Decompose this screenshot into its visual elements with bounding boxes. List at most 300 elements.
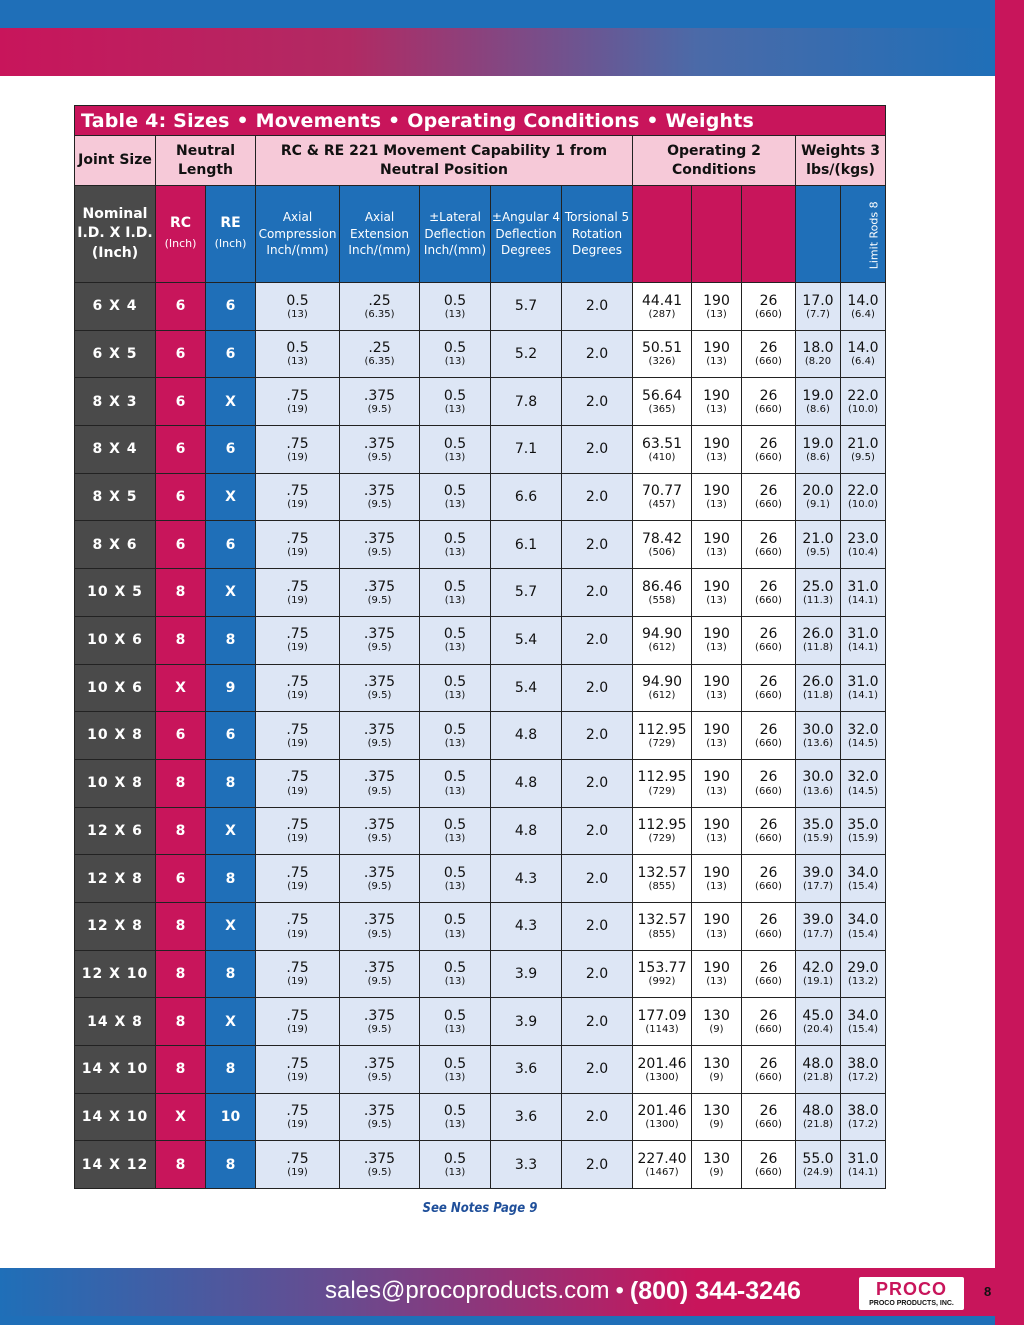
cell-angular-deflection-value: 4.8 bbox=[514, 727, 538, 744]
cell-limit-rods-weight bbox=[841, 759, 886, 807]
cell-re-value: 8 bbox=[225, 632, 236, 649]
cell-thrust-factor bbox=[633, 950, 692, 998]
cell-axial-extension bbox=[340, 807, 420, 855]
cell-size-value: 8 X 6 bbox=[92, 536, 138, 553]
cell-axial-extension bbox=[340, 950, 420, 998]
cell-positive-pressure-value: 190 bbox=[703, 864, 730, 881]
cell-thrust-factor-value: 132.57 bbox=[637, 864, 687, 881]
table-row bbox=[75, 473, 886, 521]
cell-axial-extension-value: .375 bbox=[363, 674, 396, 691]
cell-re-value: X bbox=[225, 584, 236, 601]
cell-limit-rods-weight-value: 23.0 bbox=[847, 530, 879, 547]
cell-positive-pressure bbox=[692, 569, 742, 617]
cell-expansion-weight-value: 19.0 bbox=[802, 387, 834, 404]
cell-axial-extension-metric: (9.5) bbox=[367, 1119, 392, 1131]
cell-re-value: X bbox=[225, 822, 236, 839]
cell-size-value: 14 X 8 bbox=[87, 1013, 143, 1030]
right-color-band bbox=[995, 0, 1024, 1325]
cell-axial-compression-metric: (19) bbox=[287, 547, 308, 559]
cell-size bbox=[75, 664, 156, 712]
cell-thrust-factor bbox=[633, 902, 692, 950]
cell-vacuum-value: 26 bbox=[759, 626, 778, 643]
header-rc bbox=[156, 186, 206, 283]
cell-size-value: 14 X 10 bbox=[81, 1061, 149, 1078]
cell-rc-value: 6 bbox=[175, 345, 186, 362]
cell-lateral-deflection bbox=[420, 378, 491, 426]
cell-vacuum bbox=[742, 426, 796, 474]
cell-angular-deflection bbox=[491, 950, 562, 998]
cell-positive-pressure-value: 130 bbox=[703, 1055, 730, 1072]
cell-torsional-rotation-value: 2.0 bbox=[585, 584, 609, 601]
cell-vacuum bbox=[742, 759, 796, 807]
phone-number[interactable]: (800) 344-3246 bbox=[629, 1276, 801, 1305]
cell-axial-extension-metric: (9.5) bbox=[367, 642, 392, 654]
cell-axial-extension-metric: (9.5) bbox=[367, 833, 392, 845]
cell-expansion-weight-metric: (17.7) bbox=[802, 880, 834, 892]
cell-size-value: 12 X 10 bbox=[81, 965, 149, 982]
cell-vacuum-value: 26 bbox=[759, 817, 778, 834]
cell-expansion-weight bbox=[796, 569, 841, 617]
cell-thrust-factor-value: 132.57 bbox=[637, 912, 687, 929]
cell-angular-deflection-value: 4.3 bbox=[514, 918, 538, 935]
cell-expansion-weight bbox=[796, 712, 841, 760]
cell-rc-value: 8 bbox=[175, 584, 186, 601]
cell-re bbox=[206, 664, 256, 712]
cell-axial-compression-value: .75 bbox=[286, 1055, 309, 1072]
cell-vacuum-value: 26 bbox=[759, 721, 778, 738]
cell-vacuum-metric: (660) bbox=[755, 404, 782, 416]
cell-vacuum-metric: (660) bbox=[755, 356, 782, 368]
cell-thrust-factor bbox=[633, 1093, 692, 1141]
group-movement: RC & RE 221 Movement Capability 1 from Neutral Position bbox=[256, 136, 633, 186]
cell-axial-compression-value: .75 bbox=[286, 530, 309, 547]
cell-lateral-deflection-metric: (13) bbox=[444, 356, 466, 368]
cell-angular-deflection-value: 4.3 bbox=[514, 870, 538, 887]
cell-size bbox=[75, 330, 156, 378]
cell-positive-pressure-value: 190 bbox=[703, 721, 730, 738]
cell-re bbox=[206, 569, 256, 617]
cell-torsional-rotation-value: 2.0 bbox=[585, 1013, 609, 1030]
cell-torsional-rotation bbox=[562, 330, 633, 378]
cell-torsional-rotation-value: 2.0 bbox=[585, 727, 609, 744]
cell-expansion-weight-metric: (8.6) bbox=[806, 404, 830, 416]
cell-thrust-factor-value: 44.41 bbox=[641, 292, 683, 309]
cell-rc-value: 8 bbox=[175, 1013, 186, 1030]
cell-limit-rods-weight bbox=[841, 902, 886, 950]
cell-expansion-weight-value: 17.0 bbox=[802, 292, 834, 309]
cell-thrust-factor-metric: (287) bbox=[648, 308, 676, 320]
cell-thrust-factor bbox=[633, 855, 692, 903]
cell-thrust-factor-metric: (612) bbox=[648, 642, 676, 654]
cell-lateral-deflection-metric: (13) bbox=[444, 880, 466, 892]
cell-axial-extension-metric: (9.5) bbox=[367, 976, 392, 988]
cell-positive-pressure-metric: (9) bbox=[709, 1023, 724, 1035]
cell-limit-rods-weight-metric: (14.1) bbox=[847, 690, 879, 702]
cell-torsional-rotation-value: 2.0 bbox=[585, 441, 609, 458]
cell-vacuum-metric: (660) bbox=[755, 547, 782, 559]
cell-rc-value: X bbox=[175, 1108, 186, 1125]
cell-vacuum bbox=[742, 855, 796, 903]
cell-axial-compression-metric: (19) bbox=[287, 1119, 308, 1131]
cell-rc-value: X bbox=[175, 679, 186, 696]
cell-limit-rods-weight-value: 21.0 bbox=[847, 435, 879, 452]
cell-axial-compression-value: .75 bbox=[286, 435, 309, 452]
header-re-unit: (Inch) bbox=[214, 237, 247, 250]
header-limit-rods bbox=[841, 186, 886, 283]
cell-axial-compression-value: .75 bbox=[286, 912, 309, 929]
cell-lateral-deflection bbox=[420, 473, 491, 521]
cell-angular-deflection bbox=[491, 330, 562, 378]
cell-axial-compression bbox=[256, 950, 340, 998]
cell-expansion-weight bbox=[796, 1141, 841, 1189]
spec-table bbox=[74, 105, 886, 1189]
cell-thrust-factor-metric: (612) bbox=[648, 690, 676, 702]
cell-thrust-factor-metric: (855) bbox=[648, 880, 676, 892]
cell-axial-extension bbox=[340, 902, 420, 950]
page-number: 8 bbox=[984, 1284, 992, 1299]
cell-axial-compression bbox=[256, 378, 340, 426]
cell-size bbox=[75, 569, 156, 617]
cell-re-value: 6 bbox=[225, 536, 236, 553]
cell-axial-compression-metric: (19) bbox=[287, 1023, 308, 1035]
cell-thrust-factor-value: 177.09 bbox=[637, 1007, 687, 1024]
cell-positive-pressure-metric: (13) bbox=[706, 976, 727, 988]
cell-re-value: 10 bbox=[220, 1108, 241, 1125]
cell-re-value: 6 bbox=[225, 298, 236, 315]
cell-positive-pressure bbox=[692, 616, 742, 664]
cell-lateral-deflection bbox=[420, 616, 491, 664]
cell-size bbox=[75, 712, 156, 760]
cell-vacuum bbox=[742, 1141, 796, 1189]
cell-axial-compression bbox=[256, 1141, 340, 1189]
cell-expansion-weight bbox=[796, 1046, 841, 1094]
cell-axial-extension bbox=[340, 1141, 420, 1189]
cell-limit-rods-weight-metric: (14.1) bbox=[847, 1167, 879, 1179]
cell-lateral-deflection-metric: (13) bbox=[444, 928, 466, 940]
cell-size bbox=[75, 759, 156, 807]
cell-axial-extension bbox=[340, 569, 420, 617]
cell-torsional-rotation-value: 2.0 bbox=[585, 775, 609, 792]
cell-expansion-weight-value: 21.0 bbox=[802, 530, 834, 547]
cell-vacuum bbox=[742, 807, 796, 855]
cell-thrust-factor-metric: (326) bbox=[648, 356, 676, 368]
cell-axial-extension bbox=[340, 426, 420, 474]
cell-re bbox=[206, 1093, 256, 1141]
cell-positive-pressure bbox=[692, 283, 742, 331]
cell-axial-extension-value: .25 bbox=[368, 340, 391, 357]
cell-limit-rods-weight-metric: (6.4) bbox=[851, 356, 875, 368]
cell-thrust-factor bbox=[633, 569, 692, 617]
cell-lateral-deflection-metric: (13) bbox=[444, 594, 466, 606]
cell-axial-compression-value: .75 bbox=[286, 578, 309, 595]
cell-expansion-weight bbox=[796, 902, 841, 950]
cell-expansion-weight-value: 18.0 bbox=[802, 340, 834, 357]
cell-vacuum bbox=[742, 902, 796, 950]
cell-thrust-factor-value: 227.40 bbox=[637, 1150, 687, 1167]
table-row bbox=[75, 426, 886, 474]
cell-vacuum bbox=[742, 950, 796, 998]
cell-positive-pressure-value: 190 bbox=[703, 483, 730, 500]
cell-thrust-factor bbox=[633, 1046, 692, 1094]
cell-rc-value: 8 bbox=[175, 632, 186, 649]
cell-vacuum-metric: (660) bbox=[755, 785, 782, 797]
cell-positive-pressure-value: 190 bbox=[703, 912, 730, 929]
cell-axial-compression-value: .75 bbox=[286, 483, 309, 500]
cell-positive-pressure bbox=[692, 807, 742, 855]
group-joint-size: Joint Size bbox=[75, 136, 156, 186]
cell-vacuum bbox=[742, 712, 796, 760]
cell-thrust-factor-metric: (506) bbox=[648, 547, 676, 559]
cell-limit-rods-weight-value: 32.0 bbox=[847, 769, 879, 786]
cell-positive-pressure bbox=[692, 759, 742, 807]
cell-axial-compression-metric: (19) bbox=[287, 785, 308, 797]
cell-rc bbox=[156, 330, 206, 378]
cell-axial-compression-metric: (13) bbox=[287, 308, 308, 320]
cell-angular-deflection bbox=[491, 378, 562, 426]
cell-lateral-deflection-value: 0.5 bbox=[443, 483, 467, 500]
cell-axial-compression-metric: (19) bbox=[287, 451, 308, 463]
cell-positive-pressure-value: 190 bbox=[703, 292, 730, 309]
cell-limit-rods-weight-metric: (15.4) bbox=[847, 880, 879, 892]
cell-angular-deflection-value: 3.9 bbox=[514, 1013, 538, 1030]
cell-expansion-weight-value: 55.0 bbox=[802, 1150, 834, 1167]
cell-vacuum-metric: (660) bbox=[755, 976, 782, 988]
cell-limit-rods-weight-metric: (9.5) bbox=[851, 451, 875, 463]
cell-thrust-factor bbox=[633, 616, 692, 664]
cell-expansion-weight bbox=[796, 807, 841, 855]
cell-size bbox=[75, 807, 156, 855]
cell-lateral-deflection bbox=[420, 569, 491, 617]
cell-torsional-rotation bbox=[562, 807, 633, 855]
cell-re bbox=[206, 1046, 256, 1094]
cell-positive-pressure-metric: (13) bbox=[706, 308, 727, 320]
cell-rc-value: 8 bbox=[175, 822, 186, 839]
cell-axial-compression bbox=[256, 902, 340, 950]
cell-expansion-weight-metric: (11.8) bbox=[802, 690, 834, 702]
cell-limit-rods-weight-metric: (15.4) bbox=[847, 1023, 879, 1035]
cell-limit-rods-weight-value: 31.0 bbox=[847, 626, 879, 643]
cell-size bbox=[75, 855, 156, 903]
cell-lateral-deflection bbox=[420, 1141, 491, 1189]
cell-vacuum bbox=[742, 998, 796, 1046]
cell-torsional-rotation bbox=[562, 569, 633, 617]
cell-limit-rods-weight bbox=[841, 855, 886, 903]
cell-expansion-weight-metric: (17.7) bbox=[802, 928, 834, 940]
table-row bbox=[75, 950, 886, 998]
cell-size-value: 6 X 5 bbox=[92, 345, 138, 362]
cell-thrust-factor-metric: (729) bbox=[648, 737, 676, 749]
cell-lateral-deflection-value: 0.5 bbox=[443, 674, 467, 691]
cell-expansion-weight-value: 39.0 bbox=[802, 864, 834, 881]
cell-limit-rods-weight-value: 14.0 bbox=[847, 340, 879, 357]
cell-lateral-deflection-value: 0.5 bbox=[443, 530, 467, 547]
cell-lateral-deflection-metric: (13) bbox=[444, 642, 466, 654]
header-rc-unit: (Inch) bbox=[164, 237, 197, 250]
cell-axial-compression-metric: (19) bbox=[287, 690, 308, 702]
cell-positive-pressure-value: 190 bbox=[703, 340, 730, 357]
header-rc-label: RC bbox=[169, 215, 192, 232]
cell-angular-deflection-value: 5.4 bbox=[514, 632, 538, 649]
cell-vacuum-metric: (660) bbox=[755, 1119, 782, 1131]
cell-vacuum-metric: (660) bbox=[755, 880, 782, 892]
cell-axial-extension bbox=[340, 1093, 420, 1141]
cell-size bbox=[75, 378, 156, 426]
cell-lateral-deflection-metric: (13) bbox=[444, 1119, 466, 1131]
cell-vacuum bbox=[742, 664, 796, 712]
cell-axial-extension-value: .375 bbox=[363, 912, 396, 929]
cell-lateral-deflection-metric: (13) bbox=[444, 1023, 466, 1035]
cell-limit-rods-weight-metric: (17.2) bbox=[847, 1071, 879, 1083]
cell-lateral-deflection bbox=[420, 521, 491, 569]
cell-positive-pressure bbox=[692, 902, 742, 950]
cell-lateral-deflection-metric: (13) bbox=[444, 785, 466, 797]
cell-axial-extension-metric: (9.5) bbox=[367, 451, 392, 463]
cell-vacuum-value: 26 bbox=[759, 387, 778, 404]
cell-torsional-rotation bbox=[562, 378, 633, 426]
cell-limit-rods-weight bbox=[841, 569, 886, 617]
cell-axial-compression bbox=[256, 283, 340, 331]
cell-thrust-factor bbox=[633, 521, 692, 569]
cell-limit-rods-weight bbox=[841, 807, 886, 855]
header-re-label: RE bbox=[220, 215, 241, 232]
cell-angular-deflection-value: 7.1 bbox=[514, 441, 538, 458]
cell-thrust-factor-value: 112.95 bbox=[637, 817, 687, 834]
cell-lateral-deflection-value: 0.5 bbox=[443, 1103, 467, 1120]
cell-lateral-deflection-value: 0.5 bbox=[443, 912, 467, 929]
cell-rc bbox=[156, 521, 206, 569]
cell-positive-pressure bbox=[692, 330, 742, 378]
contact-bar bbox=[325, 1273, 801, 1309]
cell-rc bbox=[156, 378, 206, 426]
cell-expansion-weight-metric: (11.8) bbox=[802, 642, 834, 654]
cell-axial-extension bbox=[340, 283, 420, 331]
cell-rc bbox=[156, 1141, 206, 1189]
cell-lateral-deflection-value: 0.5 bbox=[443, 340, 467, 357]
cell-axial-extension-metric: (9.5) bbox=[367, 594, 392, 606]
cell-lateral-deflection-metric: (13) bbox=[444, 737, 466, 749]
cell-angular-deflection bbox=[491, 759, 562, 807]
cell-axial-extension-value: .375 bbox=[363, 483, 396, 500]
cell-torsional-rotation bbox=[562, 473, 633, 521]
cell-torsional-rotation-value: 2.0 bbox=[585, 536, 609, 553]
cell-size-value: 8 X 5 bbox=[92, 489, 138, 506]
cell-positive-pressure-metric: (9) bbox=[709, 1167, 724, 1179]
cell-expansion-weight-value: 42.0 bbox=[802, 960, 834, 977]
cell-limit-rods-weight-metric: (10.4) bbox=[847, 547, 879, 559]
cell-angular-deflection bbox=[491, 1093, 562, 1141]
cell-rc bbox=[156, 855, 206, 903]
header-expansion-joint bbox=[796, 186, 841, 283]
table-row bbox=[75, 569, 886, 617]
cell-angular-deflection-value: 7.8 bbox=[514, 393, 538, 410]
cell-thrust-factor-metric: (457) bbox=[648, 499, 676, 511]
cell-rc-value: 6 bbox=[175, 727, 186, 744]
cell-limit-rods-weight-metric: (14.5) bbox=[847, 785, 879, 797]
cell-vacuum bbox=[742, 616, 796, 664]
cell-re-value: 6 bbox=[225, 727, 236, 744]
cell-expansion-weight-metric: (15.9) bbox=[802, 833, 834, 845]
cell-limit-rods-weight-value: 38.0 bbox=[847, 1103, 879, 1120]
cell-torsional-rotation bbox=[562, 998, 633, 1046]
cell-lateral-deflection bbox=[420, 426, 491, 474]
cell-lateral-deflection-metric: (13) bbox=[444, 1167, 466, 1179]
cell-positive-pressure-metric: (13) bbox=[706, 737, 727, 749]
cell-vacuum-value: 26 bbox=[759, 1007, 778, 1024]
cell-thrust-factor bbox=[633, 1141, 692, 1189]
cell-axial-compression bbox=[256, 712, 340, 760]
cell-axial-extension-metric: (6.35) bbox=[364, 308, 395, 320]
cell-limit-rods-weight bbox=[841, 1141, 886, 1189]
cell-axial-compression-value: .75 bbox=[286, 960, 309, 977]
cell-axial-extension bbox=[340, 855, 420, 903]
cell-torsional-rotation bbox=[562, 1141, 633, 1189]
cell-axial-compression-metric: (19) bbox=[287, 404, 308, 416]
cell-angular-deflection bbox=[491, 473, 562, 521]
cell-rc-value: 6 bbox=[175, 393, 186, 410]
cell-positive-pressure bbox=[692, 473, 742, 521]
group-operating: Operating 2 Conditions bbox=[633, 136, 796, 186]
cell-axial-extension-value: .25 bbox=[368, 292, 391, 309]
cell-re-value: 8 bbox=[225, 870, 236, 887]
cell-vacuum-value: 26 bbox=[759, 292, 778, 309]
cell-limit-rods-weight-value: 34.0 bbox=[847, 912, 879, 929]
cell-size-value: 10 X 8 bbox=[87, 727, 143, 744]
cell-thrust-factor-metric: (365) bbox=[648, 404, 676, 416]
cell-angular-deflection-value: 3.6 bbox=[514, 1061, 538, 1078]
cell-positive-pressure bbox=[692, 950, 742, 998]
cell-vacuum-metric: (660) bbox=[755, 1023, 782, 1035]
cell-axial-compression-value: .75 bbox=[286, 769, 309, 786]
cell-re bbox=[206, 998, 256, 1046]
cell-axial-extension-metric: (9.5) bbox=[367, 547, 392, 559]
cell-positive-pressure bbox=[692, 712, 742, 760]
cell-positive-pressure-metric: (13) bbox=[706, 880, 727, 892]
cell-expansion-weight-metric: (9.1) bbox=[806, 499, 830, 511]
cell-rc bbox=[156, 1046, 206, 1094]
cell-lateral-deflection bbox=[420, 950, 491, 998]
cell-vacuum-metric: (660) bbox=[755, 451, 782, 463]
cell-lateral-deflection-metric: (13) bbox=[444, 499, 466, 511]
cell-axial-compression-value: .75 bbox=[286, 817, 309, 834]
cell-expansion-weight-metric: (21.8) bbox=[802, 1119, 834, 1131]
cell-lateral-deflection-value: 0.5 bbox=[443, 1150, 467, 1167]
cell-positive-pressure-metric: (13) bbox=[706, 785, 727, 797]
cell-rc-value: 8 bbox=[175, 918, 186, 935]
cell-positive-pressure bbox=[692, 855, 742, 903]
top-gradient-stripe bbox=[0, 28, 995, 76]
cell-lateral-deflection bbox=[420, 855, 491, 903]
cell-size bbox=[75, 426, 156, 474]
cell-axial-extension bbox=[340, 521, 420, 569]
cell-re bbox=[206, 855, 256, 903]
cell-positive-pressure-metric: (9) bbox=[709, 1119, 724, 1131]
cell-axial-compression-value: .75 bbox=[286, 721, 309, 738]
cell-lateral-deflection-value: 0.5 bbox=[443, 292, 467, 309]
table-row bbox=[75, 998, 886, 1046]
cell-rc bbox=[156, 712, 206, 760]
cell-vacuum-value: 26 bbox=[759, 1150, 778, 1167]
cell-thrust-factor-value: 201.46 bbox=[637, 1103, 687, 1120]
cell-axial-compression-metric: (19) bbox=[287, 499, 308, 511]
cell-re-value: X bbox=[225, 489, 236, 506]
cell-size bbox=[75, 998, 156, 1046]
cell-axial-compression-value: .75 bbox=[286, 387, 309, 404]
cell-limit-rods-weight-value: 22.0 bbox=[847, 387, 879, 404]
cell-rc bbox=[156, 569, 206, 617]
email-link[interactable]: sales@procoproducts.com bbox=[325, 1277, 610, 1304]
cell-axial-extension bbox=[340, 473, 420, 521]
cell-lateral-deflection-value: 0.5 bbox=[443, 817, 467, 834]
